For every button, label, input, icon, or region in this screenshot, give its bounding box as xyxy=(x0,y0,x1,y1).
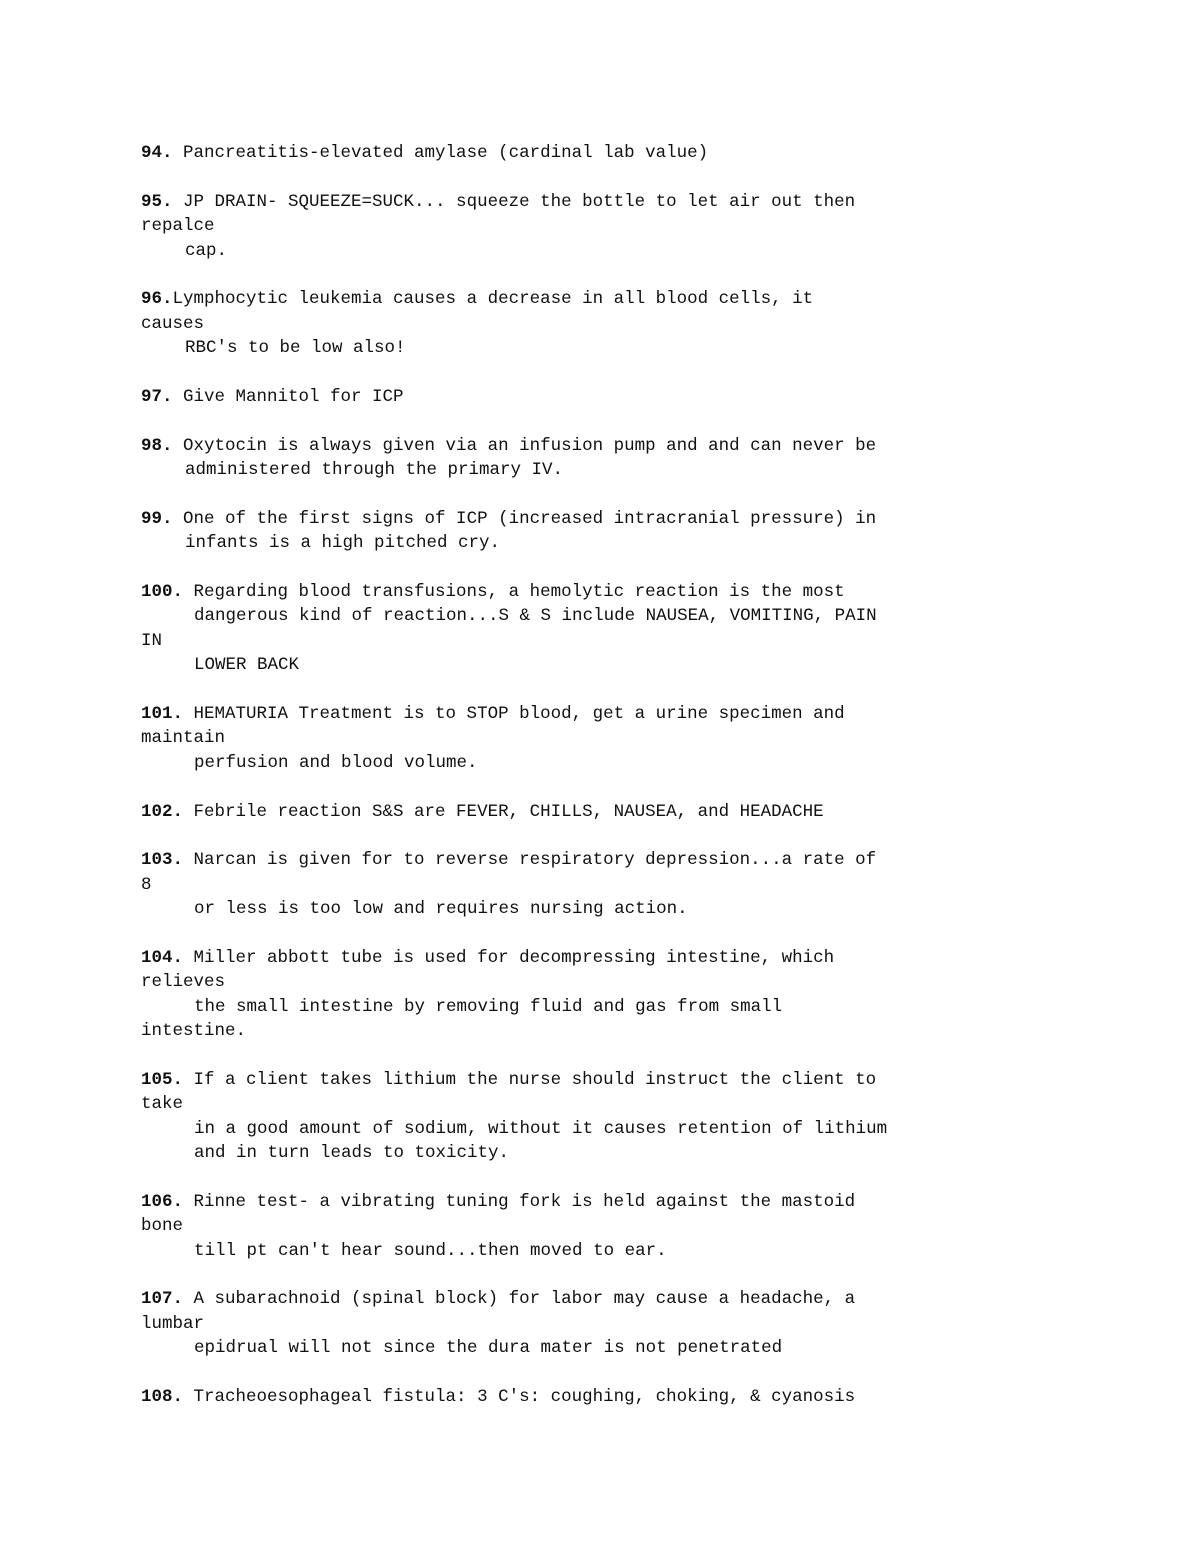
item-text: Rinne test- a vibrating tuning fork is held against the mastoid xyxy=(183,1191,856,1212)
item-text: Pancreatitis-elevated amylase (cardinal lab value) xyxy=(172,143,709,163)
item-text-continued: dangerous kind of reaction...S & S include NAUSEA, VOMITING, PAIN xyxy=(194,606,877,627)
item-text-continued: the small intestine by removing fluid and gas from small xyxy=(194,996,783,1017)
item-text: Febrile reaction S&S are FEVER, CHILLS, NAUSEA, and HEADACHE xyxy=(183,801,824,822)
item-text-continued: infants is a high pitched cry. xyxy=(185,533,501,554)
note-item-104 xyxy=(141,946,1061,1044)
item-text-continued: LOWER BACK xyxy=(194,655,300,676)
item-text: A subarachnoid (spinal block) for labor may cause a headache, a xyxy=(183,1289,856,1310)
note-item-102 xyxy=(141,800,1061,824)
item-text-wrap: 8 xyxy=(141,874,152,895)
item-text: Tracheoesophageal fistula: 3 C's: coughing, choking, & cyanosis xyxy=(183,1386,856,1407)
item-text: HEMATURIA Treatment is to STOP blood, get a urine specimen and xyxy=(183,703,845,724)
note-item-101 xyxy=(141,702,1061,775)
note-item-105 xyxy=(141,1068,1061,1166)
note-list xyxy=(141,141,1061,1434)
note-item-97 xyxy=(141,385,1061,409)
item-text-continued: perfusion and blood volume. xyxy=(194,752,478,773)
item-number: 98. xyxy=(141,435,173,456)
item-text-wrap: repalce xyxy=(141,216,215,237)
item-text: Give Mannitol for ICP xyxy=(172,386,404,407)
note-item-100 xyxy=(141,580,1061,678)
note-item-103 xyxy=(141,848,1061,921)
item-text-wrap: relieves xyxy=(141,972,226,993)
item-number: 106. xyxy=(141,1191,184,1212)
item-text: JP DRAIN- SQUEEZE=SUCK... squeeze the bottle to let air out then xyxy=(172,191,856,212)
item-text-wrap: take xyxy=(141,1094,184,1115)
item-number: 108. xyxy=(141,1386,184,1407)
item-number: 96. xyxy=(141,289,173,310)
item-text: If a client takes lithium the nurse should instruct the client to xyxy=(183,1069,877,1090)
item-text-continued: in a good amount of sodium, without it causes retention of lithium xyxy=(194,1118,888,1139)
item-text-wrap: maintain xyxy=(141,728,226,749)
item-text: Regarding blood transfusions, a hemolytic reaction is the most xyxy=(183,582,845,603)
item-text-continued: or less is too low and requires nursing action. xyxy=(194,899,688,920)
note-item-106 xyxy=(141,1190,1061,1263)
item-number: 95. xyxy=(141,191,173,212)
item-number: 105. xyxy=(141,1069,184,1090)
item-number: 99. xyxy=(141,508,173,529)
note-item-107 xyxy=(141,1287,1061,1360)
note-item-108 xyxy=(141,1385,1061,1409)
item-text-continued: administered through the primary IV. xyxy=(185,460,564,481)
item-text: Narcan is given for to reverse respiratory depression...a rate of xyxy=(183,850,877,871)
note-item-95 xyxy=(141,190,1061,263)
note-item-98 xyxy=(141,434,1061,483)
item-number: 100. xyxy=(141,582,184,603)
item-number: 104. xyxy=(141,947,184,968)
item-text-wrap: causes xyxy=(141,313,205,334)
item-text-continued: and in turn leads to toxicity. xyxy=(194,1143,510,1164)
item-text-continued: epidrual will not since the dura mater is not penetrated xyxy=(194,1338,783,1359)
item-number: 102. xyxy=(141,801,184,822)
item-number: 103. xyxy=(141,850,184,871)
item-number: 101. xyxy=(141,703,184,724)
item-text-wrap: lumbar xyxy=(141,1313,205,1334)
item-text: Oxytocin is always given via an infusion pump and and can never be xyxy=(172,435,877,456)
item-text-continued: RBC's to be low also! xyxy=(185,338,406,359)
note-item-99 xyxy=(141,507,1061,556)
item-text: One of the first signs of ICP (increased intracranial pressure) in xyxy=(172,508,877,529)
note-item-96 xyxy=(141,287,1061,360)
item-text-continued: cap. xyxy=(185,240,228,261)
item-text-wrap: intestine. xyxy=(141,1021,247,1042)
item-text: Lymphocytic leukemia causes a decrease in all blood cells, it xyxy=(172,289,814,310)
item-text-wrap: IN xyxy=(141,630,163,651)
item-number: 94. xyxy=(141,143,173,163)
item-number: 97. xyxy=(141,386,173,407)
item-number: 107. xyxy=(141,1289,184,1310)
note-item-94 xyxy=(141,141,1061,165)
item-text: Miller abbott tube is used for decompressing intestine, which xyxy=(183,947,835,968)
item-text-continued: till pt can't hear sound...then moved to ear. xyxy=(194,1240,667,1261)
item-text-wrap: bone xyxy=(141,1216,184,1237)
